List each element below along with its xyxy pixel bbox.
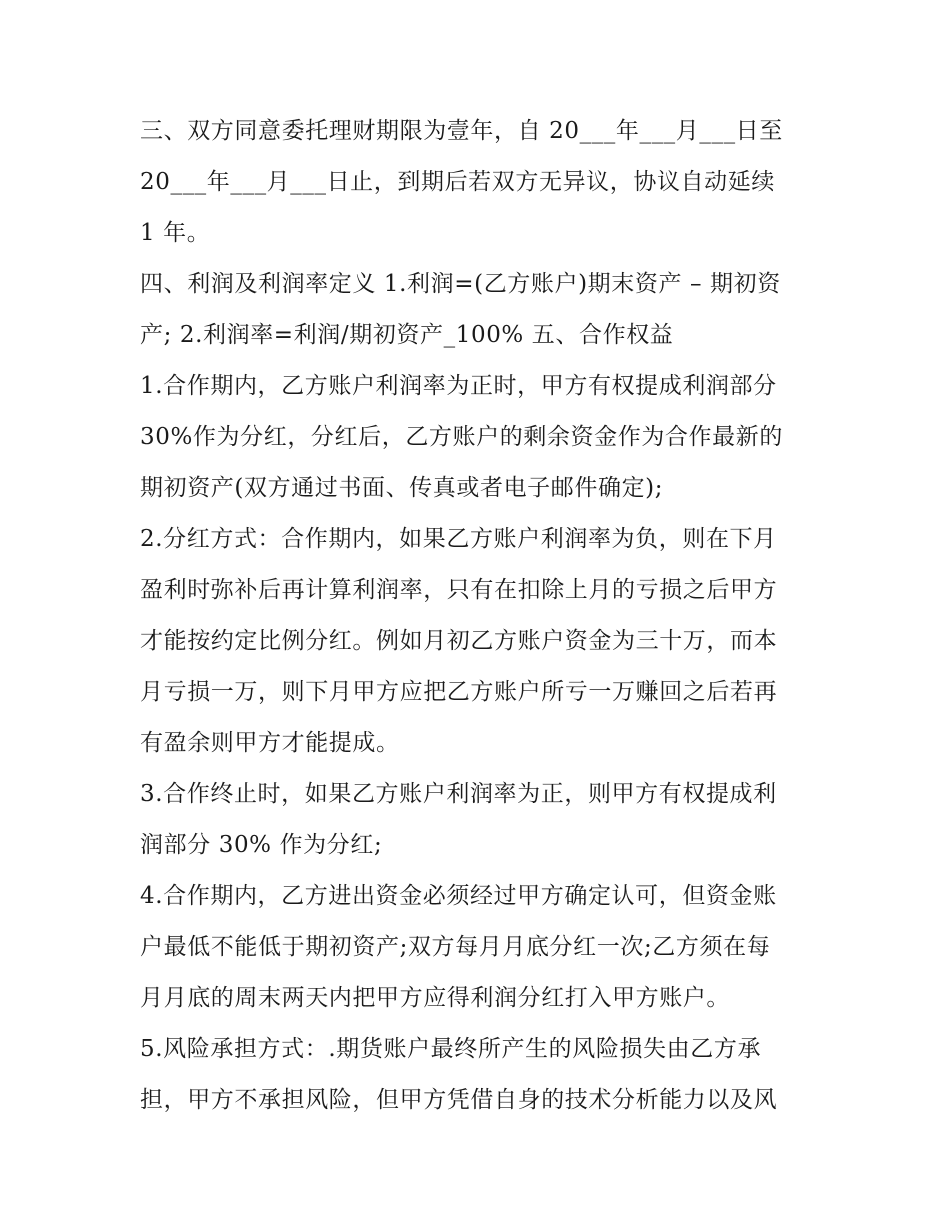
text-line: 30%作为分红，分红后，乙方账户的剩余资金作为合作最新的 — [140, 424, 783, 450]
text-line: 5.风险承担方式：.期货账户最终所产生的风险损失由乙方承 — [140, 1036, 762, 1062]
text-line: 润部分 30% 作为分红; — [140, 832, 383, 858]
document-body — [140, 106, 820, 1126]
text-line: 四、利润及利润率定义 1.利润=(乙方账户)期末资产 – 期初资 — [140, 271, 781, 297]
text-line: 担，甲方不承担风险，但甲方凭借自身的技术分析能力以及风 — [140, 1087, 778, 1113]
text-line: 月月底的周末两天内把甲方应得利润分红打入甲方账户。 — [140, 985, 730, 1011]
text-line: 4.合作期内，乙方进出资金必须经过甲方确定认可，但资金账 — [140, 883, 777, 909]
text-line: 2.分红方式：合作期内，如果乙方账户利润率为负，则在下月 — [140, 526, 777, 552]
text-line: 户最低不能低于期初资产;双方每月月底分红一次;乙方须在每 — [140, 934, 771, 960]
text-line: 月亏损一万，则下月甲方应把乙方账户所亏一万赚回之后若再 — [140, 679, 778, 705]
text-line: 才能按约定比例分红。例如月初乙方账户资金为三十万，而本 — [140, 628, 778, 654]
text-line: 20___年___月___日止，到期后若双方无异议，协议自动延续 — [140, 169, 775, 195]
text-line: 产; 2.利润率=利润/期初资产_100% 五、合作权益 — [140, 322, 674, 348]
text-line: 三、双方同意委托理财期限为壹年，自 20___年___月___日至 — [140, 118, 783, 144]
text-line: 3.合作终止时，如果乙方账户利润率为正，则甲方有权提成利 — [140, 781, 777, 807]
text-line: 1.合作期内，乙方账户利润率为正时，甲方有权提成利润部分 — [140, 373, 777, 399]
text-line: 期初资产(双方通过书面、传真或者电子邮件确定); — [140, 475, 664, 501]
text-line: 1 年。 — [140, 220, 211, 246]
text-line: 有盈余则甲方才能提成。 — [140, 730, 400, 756]
text-line: 盈利时弥补后再计算利润率，只有在扣除上月的亏损之后甲方 — [140, 577, 778, 603]
